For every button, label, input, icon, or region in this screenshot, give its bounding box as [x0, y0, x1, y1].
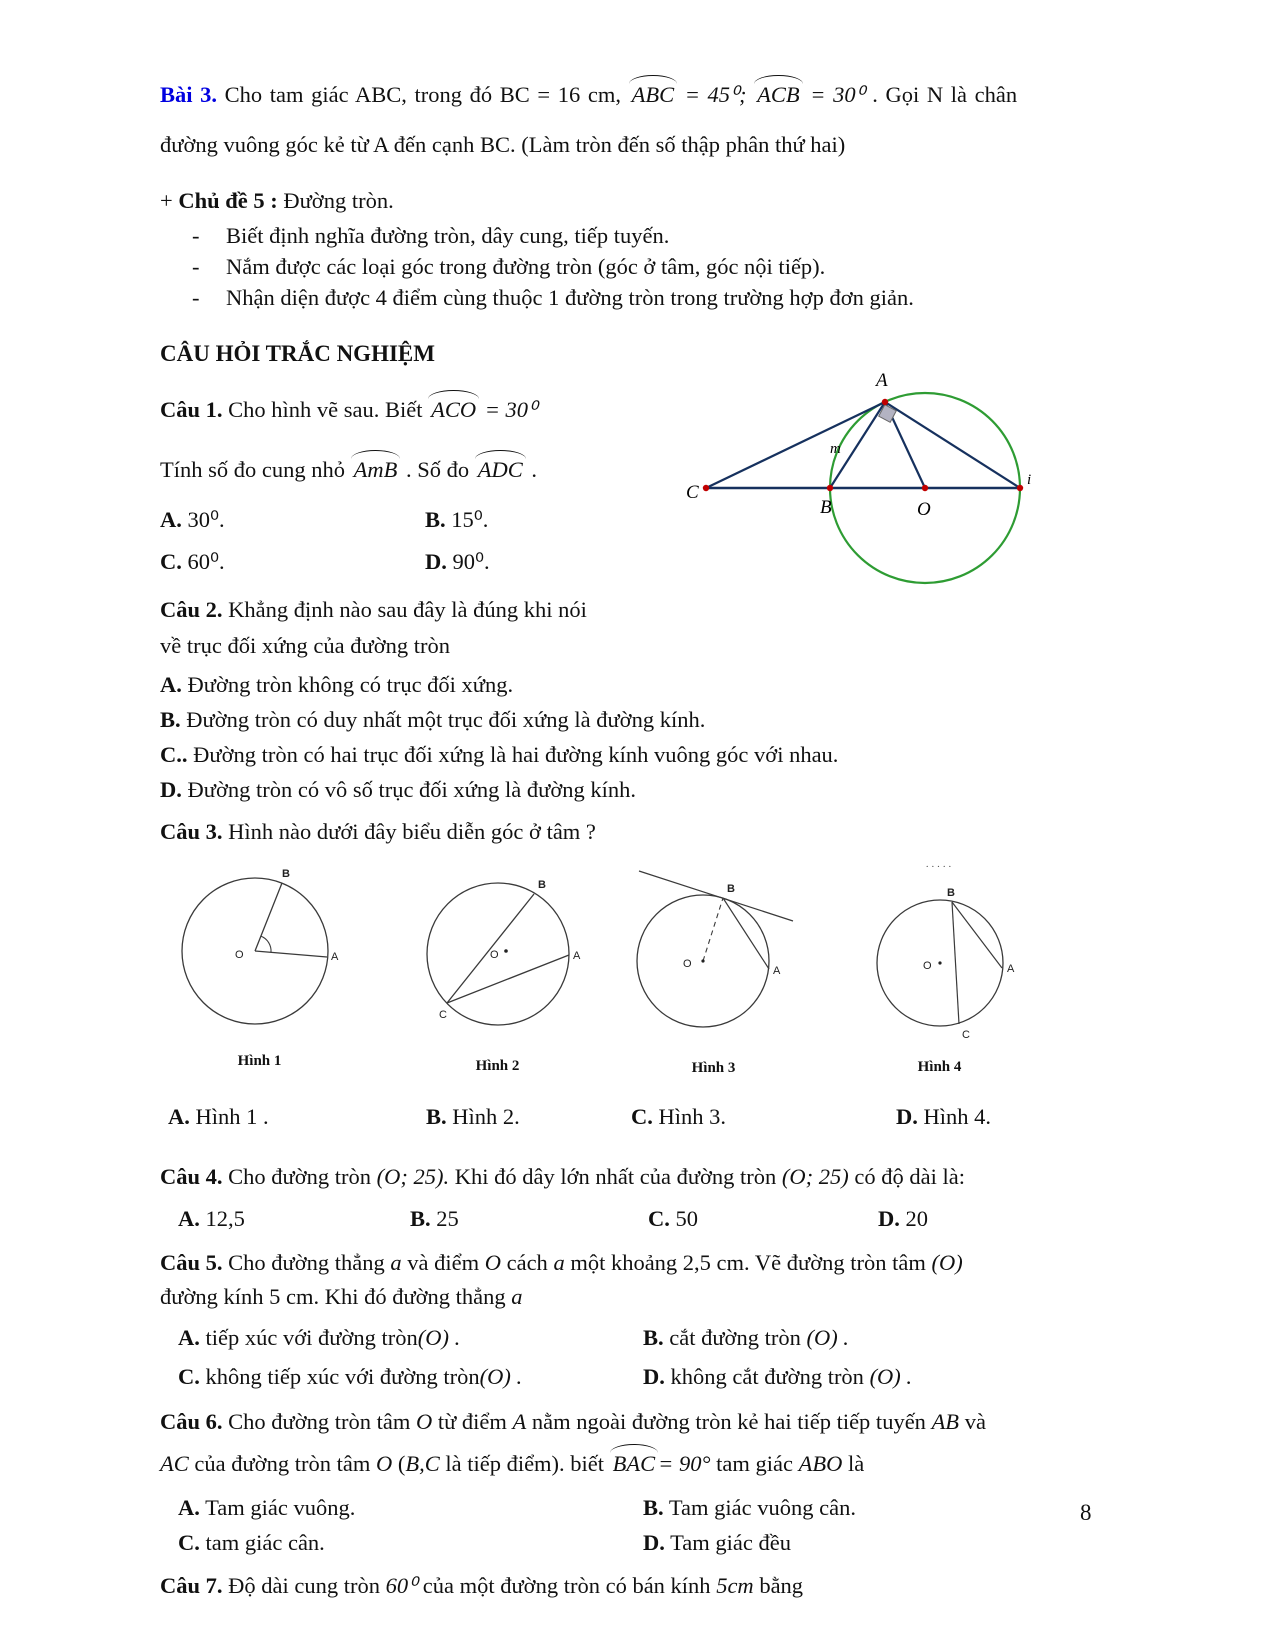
point-label-O: O	[922, 960, 932, 972]
text-segment: và điểm	[407, 1250, 480, 1275]
figure-hinh4	[852, 861, 1027, 1077]
var-AC: AC	[160, 1451, 189, 1476]
option-text: Đường tròn có duy nhất một trục đối xứng là đường kính.	[186, 707, 706, 732]
var-AB: AB	[931, 1409, 960, 1434]
var-ABO: ABO	[798, 1451, 843, 1476]
bullet-text: Nhận diện được 4 điểm cùng thuộc 1 đường tròn trong trường hợp đơn giản.	[226, 285, 914, 310]
cau1-figure	[648, 360, 1063, 590]
var-O: O	[415, 1409, 433, 1434]
text-segment: Độ dài cung tròn	[228, 1573, 380, 1598]
figure-caption: Hình 4	[917, 1059, 962, 1075]
figure-hinh3	[621, 861, 806, 1078]
bullet-item	[160, 251, 1182, 282]
hinh2-drawing	[413, 861, 583, 1044]
option-a	[160, 667, 1182, 702]
q3-options	[160, 1100, 1182, 1134]
q1-options-row2	[160, 545, 720, 579]
angle-hat-ABC: ABC	[629, 78, 678, 112]
point-label-B: B	[727, 883, 735, 895]
option-a	[178, 1202, 410, 1236]
option-d	[896, 1100, 1182, 1134]
text-segment: Khẳng định nào sau đây là đúng khi nói	[228, 597, 587, 622]
var-a: a	[553, 1250, 565, 1275]
page-content	[160, 78, 1182, 1603]
q7-question	[160, 1569, 1182, 1603]
point-label-A: A	[773, 965, 781, 977]
option-a	[160, 503, 425, 537]
arc-label-m: m	[830, 441, 841, 457]
q6-options	[160, 1491, 1182, 1559]
text-segment: và	[964, 1409, 986, 1434]
option-text: 90⁰.	[452, 549, 490, 574]
text-segment: .	[531, 457, 538, 482]
angle-hat-ADC: ADC	[475, 453, 526, 487]
point-label-C: C	[961, 1029, 970, 1041]
text-segment: Cho tam giác ABC, trong đó BC = 16 cm,	[224, 82, 621, 107]
text-segment: có độ dài là:	[854, 1164, 965, 1189]
text-segment: +	[160, 188, 173, 213]
text-segment: nằm ngoài đường tròn kẻ hai tiếp tiếp tuyến	[531, 1409, 926, 1434]
option-label: D.	[643, 1364, 665, 1389]
option-label: C.	[178, 1364, 200, 1389]
text-segment: của đường tròn tâm	[194, 1451, 371, 1476]
q3-figures-row	[160, 861, 1182, 1078]
option-label: D.	[896, 1104, 918, 1129]
bullet-item	[160, 282, 1182, 313]
point-label-i: i	[1027, 472, 1032, 488]
chude5-label: Chủ đề 5 :	[178, 188, 278, 213]
angle-hat-ACB: ACB	[754, 78, 803, 112]
option-text: 25	[436, 1206, 459, 1231]
option-label: C.	[178, 1530, 200, 1555]
point-label-A: A	[572, 950, 580, 962]
option-label: B.	[410, 1206, 431, 1231]
option-text: 50	[675, 1206, 698, 1231]
text-segment: Tính số đo cung nhỏ	[160, 457, 345, 482]
q1-label: Câu 1.	[160, 397, 223, 422]
text-segment: là tiếp điểm). biết	[445, 1451, 605, 1476]
bullet-dash: -	[192, 285, 200, 310]
option-d	[878, 1202, 1182, 1236]
figure-hinh1	[172, 861, 347, 1071]
option-text: Tam giác đều	[670, 1530, 791, 1555]
hinh4-drawing	[855, 873, 1025, 1045]
option-label: C.	[648, 1206, 670, 1231]
q3-question	[160, 815, 1182, 849]
option-text: Đường tròn không có trục đối xứng.	[187, 672, 514, 697]
option-label: A.	[178, 1325, 200, 1350]
text-segment: là	[847, 1451, 865, 1476]
arc-hat-AmB: AmB	[351, 453, 401, 487]
option-b	[410, 1202, 648, 1236]
bullet-dash: -	[192, 254, 200, 279]
option-text: 15⁰.	[451, 507, 489, 532]
text-segment: . Số đo	[406, 457, 470, 482]
q6-line2	[160, 1447, 1182, 1481]
option-text: Hình 2.	[452, 1104, 520, 1129]
text-segment: của một đường tròn có bán kính	[422, 1573, 711, 1598]
q5-line1	[160, 1246, 1182, 1280]
bullet-item	[160, 220, 1182, 251]
option-d	[160, 772, 1182, 807]
math-segment: = 30⁰	[484, 397, 538, 422]
point-label-C: C	[686, 482, 699, 503]
option-label: A.	[160, 672, 182, 697]
bai3-paragraph	[160, 78, 1182, 112]
option-d	[643, 1359, 1182, 1395]
option-a	[178, 1320, 643, 1356]
q2-label: Câu 2.	[160, 597, 223, 622]
text-segment: từ điểm	[437, 1409, 507, 1434]
q4-label: Câu 4.	[160, 1164, 223, 1189]
option-label: B.	[426, 1104, 447, 1129]
var-A: A	[512, 1409, 527, 1434]
option-label: D.	[425, 549, 447, 574]
option-text: không cắt đường tròn	[670, 1364, 864, 1389]
point-label-O: O	[683, 958, 692, 970]
option-text: Tam giác vuông.	[205, 1495, 356, 1520]
text-segment: Cho hình vẽ sau. Biết	[228, 397, 423, 422]
point-label-A: A	[1006, 963, 1014, 975]
bai3-line2: đường vuông góc kẻ từ A đến cạnh BC. (Làm tròn đến số thập phân thứ hai)	[160, 132, 846, 157]
option-text: Hình 1 .	[195, 1104, 269, 1129]
figure-caption: Hình 2	[475, 1058, 520, 1074]
option-text: tam giác cân.	[205, 1530, 325, 1555]
figure-caption: Hình 1	[237, 1053, 282, 1069]
math-segment: (O; 25)	[781, 1164, 849, 1189]
option-math: (O) .	[479, 1364, 523, 1389]
option-text: Hình 4.	[923, 1104, 991, 1129]
text-segment: cách	[506, 1250, 548, 1275]
bullet-dash: -	[192, 223, 200, 248]
option-text: 60⁰.	[187, 549, 225, 574]
option-text: 30⁰.	[187, 507, 225, 532]
q2-options	[160, 667, 1182, 807]
option-math: (O) .	[869, 1364, 913, 1389]
math-segment: 60⁰	[385, 1573, 418, 1598]
point-label-B: B	[281, 868, 290, 880]
point-label-C: C	[438, 1009, 447, 1021]
option-b	[426, 1100, 631, 1134]
text-segment: Cho đường thẳng	[228, 1250, 385, 1275]
hinh3-drawing	[621, 861, 806, 1046]
option-math: (O) .	[417, 1325, 461, 1350]
option-a	[168, 1100, 426, 1134]
q1-options-row1	[160, 503, 720, 537]
stray-dots-mark: ·····	[925, 861, 954, 873]
option-label: A.	[168, 1104, 190, 1129]
text-segment: . Gọi N là chân	[872, 82, 1018, 107]
math-segment: 5cm	[716, 1573, 754, 1598]
q4-options	[160, 1202, 1182, 1236]
point-label-O: O	[489, 949, 499, 961]
q5-line2	[160, 1280, 1182, 1314]
option-c	[178, 1359, 643, 1395]
point-label-B: B	[946, 887, 955, 899]
q4-question	[160, 1160, 1182, 1194]
option-label: C.	[631, 1104, 653, 1129]
point-label-B: B	[537, 879, 546, 891]
option-b	[643, 1320, 1182, 1356]
figure-caption: Hình 3	[691, 1060, 736, 1076]
text-segment: Cho đường tròn tâm	[228, 1409, 411, 1434]
option-label: D.	[160, 777, 182, 802]
option-c	[631, 1100, 896, 1134]
option-text: tiếp xúc với đường tròn	[205, 1325, 418, 1350]
point-label-O: O	[917, 499, 931, 520]
text-segment: Hình nào dưới đây biểu diễn góc ở tâm ?	[228, 819, 596, 844]
option-d	[643, 1526, 1182, 1559]
point-label-A: A	[330, 951, 338, 963]
q5-options	[160, 1320, 1182, 1395]
option-a	[178, 1491, 643, 1524]
option-b	[160, 702, 1182, 737]
math-segment: = 30⁰	[810, 82, 865, 107]
page-number: 8	[1080, 1500, 1092, 1525]
q6-label: Câu 6.	[160, 1409, 223, 1434]
bullet-text: Biết định nghĩa đường tròn, dây cung, tiếp tuyến.	[226, 223, 670, 248]
option-text: 20	[905, 1206, 928, 1231]
q5-label: Câu 5.	[160, 1250, 223, 1275]
point-label-A: A	[876, 370, 888, 391]
point-label-O: O	[234, 949, 244, 961]
var-BC: B,C	[405, 1451, 440, 1476]
option-label: D.	[643, 1530, 665, 1555]
bullet-text: Nắm được các loại góc trong đường tròn (góc ở tâm, góc nội tiếp).	[226, 254, 826, 279]
option-text: cắt đường tròn	[669, 1325, 801, 1350]
var-O: O	[484, 1250, 501, 1275]
angle-hat-ACO: ACO	[428, 393, 479, 427]
var-O-paren: (O)	[931, 1250, 963, 1275]
var-a: a	[390, 1250, 402, 1275]
option-label: A.	[178, 1206, 200, 1231]
option-text: Đường tròn có hai trục đối xứng là hai đường kính vuông góc với nhau.	[193, 742, 839, 767]
text-segment: bằng	[759, 1573, 804, 1598]
option-label: B.	[160, 707, 181, 732]
text-segment: Cho đường tròn	[228, 1164, 371, 1189]
chude5-heading	[160, 184, 1182, 218]
option-text: không tiếp xúc với đường tròn	[205, 1364, 480, 1389]
option-text: Hình 3.	[658, 1104, 726, 1129]
text-segment: tam giác	[716, 1451, 793, 1476]
point-label-B: B	[820, 497, 832, 518]
option-label: A.	[178, 1495, 200, 1520]
bai3-label: Bài 3.	[160, 82, 218, 107]
option-label: D.	[878, 1206, 900, 1231]
option-label: B.	[643, 1495, 664, 1520]
section-heading: CÂU HỎI TRẮC NGHIỆM	[160, 341, 435, 366]
option-label: C.	[160, 549, 182, 574]
option-text: 12,5	[205, 1206, 245, 1231]
q7-label: Câu 7.	[160, 1573, 223, 1598]
var-O: O	[375, 1451, 393, 1476]
option-math: (O) .	[806, 1325, 849, 1350]
q2-line1	[160, 593, 700, 627]
option-label: B.	[643, 1325, 664, 1350]
q3-label: Câu 3.	[160, 819, 223, 844]
text-segment: đường kính 5 cm. Khi đó đường thẳng	[160, 1284, 506, 1309]
angle-hat-BAC: BAC	[610, 1447, 659, 1481]
math-segment: = 45⁰;	[684, 82, 747, 107]
option-b	[643, 1491, 1182, 1524]
q6-line1	[160, 1405, 1182, 1439]
text-segment: Khi đó dây lớn nhất của đường tròn	[454, 1164, 777, 1189]
option-text: Đường tròn có vô số trục đối xứng là đường kính.	[187, 777, 636, 802]
text-segment: (	[397, 1451, 406, 1476]
hinh1-drawing	[175, 861, 345, 1039]
option-label: C..	[160, 742, 188, 767]
option-c	[648, 1202, 878, 1236]
chude5-bullets	[160, 220, 1182, 313]
option-text: Tam giác vuông cân.	[668, 1495, 856, 1520]
var-a: a	[511, 1284, 523, 1309]
math-segment: = 90°	[658, 1451, 711, 1476]
option-label: A.	[160, 507, 182, 532]
option-label: B.	[425, 507, 446, 532]
chude5-title: Đường tròn.	[283, 188, 394, 213]
option-c	[160, 545, 425, 579]
text-segment: một khoảng 2,5 cm. Vẽ đường tròn tâm	[570, 1250, 926, 1275]
q2-line2: về trục đối xứng của đường tròn	[160, 633, 450, 658]
figure-hinh2	[410, 861, 585, 1076]
math-segment: (O; 25).	[376, 1164, 450, 1189]
option-c	[160, 737, 1182, 772]
option-c	[178, 1526, 643, 1559]
